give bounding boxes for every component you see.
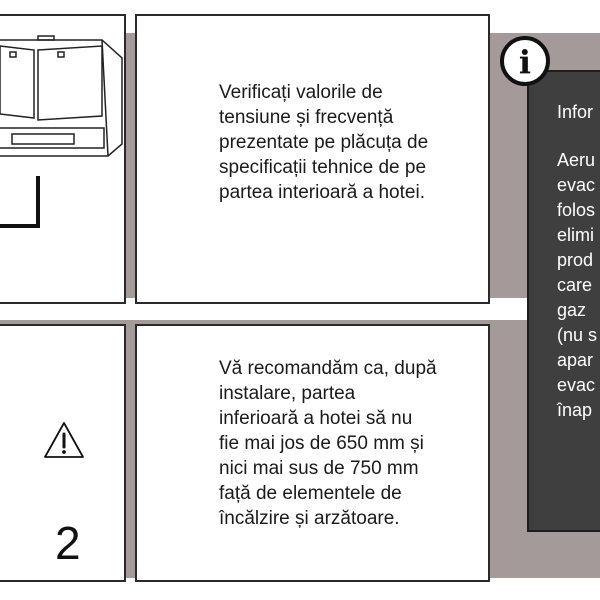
text-line: nici mai sus de 750 mm	[219, 458, 419, 479]
info-line: gaz	[557, 300, 587, 320]
step-number: 2	[55, 517, 81, 569]
text-line: prezentate pe plăcuța de	[219, 132, 429, 153]
installation-height-panel	[135, 324, 490, 582]
info-panel	[527, 70, 600, 532]
hood-illustration-panel	[0, 14, 126, 304]
hood-control-bar	[12, 134, 74, 144]
text-line: încălzire și arzătoare.	[219, 508, 400, 529]
installation-height-text	[219, 356, 437, 531]
hood-illustration	[0, 16, 128, 306]
text-line: inferioară a hotei să nu	[219, 408, 413, 429]
hood-panel-right	[38, 46, 102, 120]
text-line: partea interioară a hotei.	[219, 182, 425, 203]
info-line: evac	[557, 175, 596, 195]
text-line: tensiune și frecvență	[219, 107, 394, 128]
text-line: Vă recomandăm ca, după	[219, 358, 437, 379]
info-title: Infor	[557, 102, 594, 122]
text-line: instalare, partea	[219, 383, 356, 404]
text-line: Verificați valorile de	[219, 82, 383, 103]
info-icon-letter: i	[518, 43, 532, 81]
text-line: specificații tehnice de pe	[219, 157, 427, 178]
info-line: prod	[557, 250, 594, 270]
info-line: care	[557, 275, 593, 295]
hood-top-vent	[38, 36, 54, 40]
text-line: față de elementele de	[219, 483, 402, 504]
info-line: Aeru	[557, 150, 596, 170]
info-line: evac	[557, 375, 596, 395]
info-line: (nu s	[557, 325, 598, 345]
hood-front-strip	[0, 128, 104, 148]
hood-panel-left	[0, 46, 34, 118]
hood-side-edge	[102, 40, 108, 156]
info-line: apar	[557, 350, 594, 370]
voltage-check-text	[219, 80, 428, 205]
hood-clip-left	[10, 52, 16, 57]
info-icon	[500, 36, 550, 86]
bracket-line	[0, 176, 38, 226]
info-line: folos	[557, 200, 596, 220]
warning-triangle-icon	[42, 420, 86, 460]
text-line: fie mai jos de 650 mm și	[219, 433, 424, 454]
voltage-check-panel	[135, 14, 490, 304]
info-line: înap	[557, 400, 593, 420]
info-line: elimi	[557, 225, 595, 245]
hood-clip-right	[58, 52, 64, 57]
